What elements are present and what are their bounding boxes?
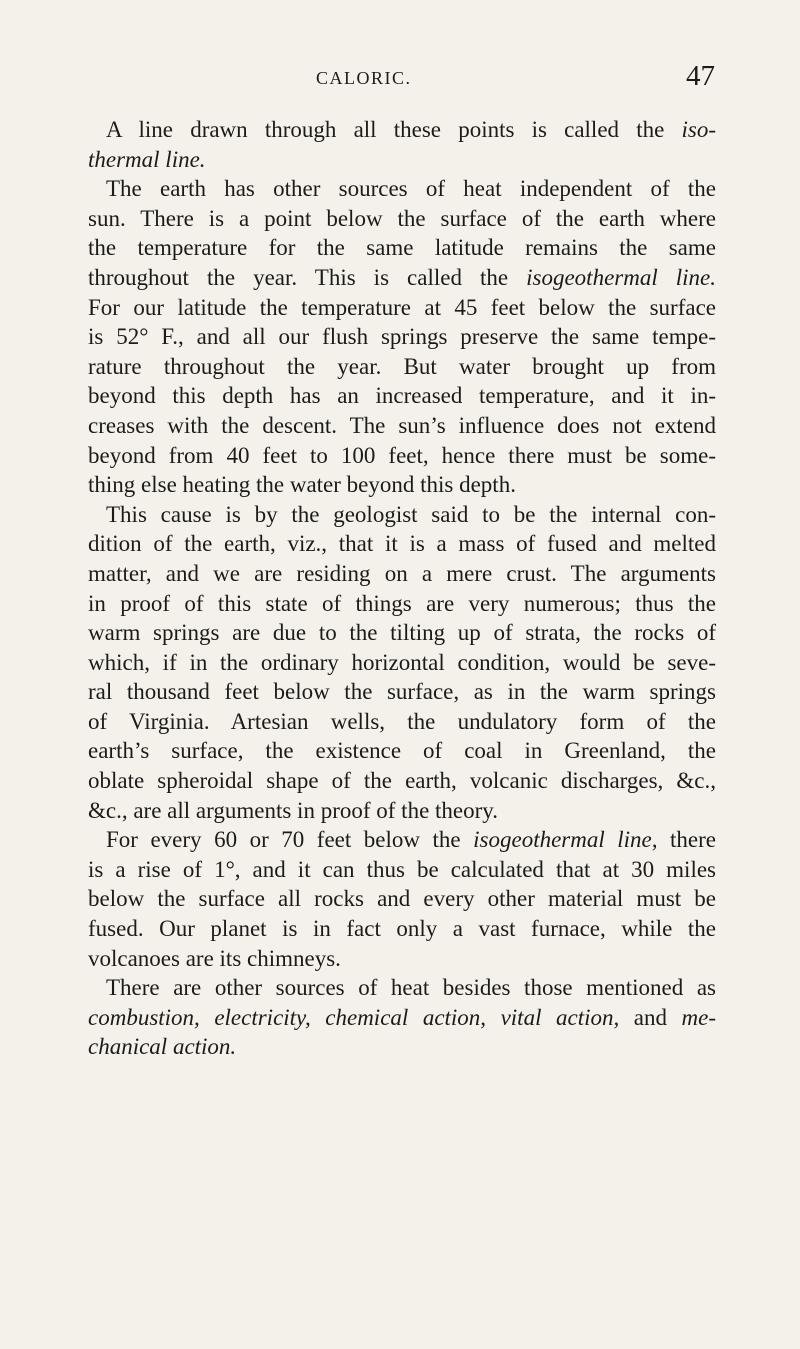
text-line — [88, 648, 716, 678]
italic-term: isogeothermal line. — [526, 264, 716, 290]
text-line — [88, 766, 716, 796]
text-run: creases with the descent. The sun’s influence does not extend — [88, 412, 716, 438]
italic-term: iso- — [681, 117, 716, 142]
text-run: rature throughout the year. But water brought up from — [88, 353, 716, 379]
text-line — [88, 263, 716, 293]
text-run: which, if in the ordinary horizontal condition, would be seve- — [88, 649, 716, 675]
text-line — [88, 293, 716, 323]
italic-term: thermal line. — [88, 146, 206, 172]
page-number: 47 — [686, 60, 715, 92]
text-run: fused. Our planet is in fact only a vast furnace, while the — [88, 916, 716, 942]
text-line — [88, 796, 716, 826]
running-head: CALORIC. — [316, 68, 412, 88]
text-run: volcanoes are its chimneys. — [88, 945, 341, 971]
text-run: and — [619, 1004, 682, 1030]
text-run: A line drawn through all these points is called the — [106, 117, 682, 142]
text-run: is 52° F., and all our flush springs preserve the same tempe- — [88, 324, 716, 350]
italic-term: chanical action. — [88, 1034, 237, 1060]
text-line — [88, 411, 716, 441]
text-run: ral thousand feet below the surface, as in the warm springs — [88, 679, 716, 705]
text-line — [88, 529, 716, 559]
text-run: beyond this depth has an increased temperature, and it in- — [88, 383, 716, 409]
text-run: warm springs are due to the tilting up of strata, the rocks of — [88, 620, 716, 646]
text-run: is a rise of 1°, and it can thus be calculated that at 30 miles — [88, 856, 716, 882]
page-header — [0, 62, 800, 102]
text-line — [88, 441, 716, 471]
body-text — [88, 115, 716, 1062]
text-line — [88, 115, 716, 145]
text-line — [88, 1003, 716, 1033]
text-line — [88, 825, 716, 855]
text-line — [88, 618, 716, 648]
text-line — [88, 914, 716, 944]
text-run: of Virginia. Artesian wells, the undulatory form of the — [88, 708, 716, 734]
text-run: thing else heating the water beyond this depth. — [88, 472, 516, 498]
text-line — [88, 233, 716, 263]
text-line — [88, 174, 716, 204]
text-line — [88, 855, 716, 885]
italic-term: combustion, electricity, chemical action, vital action, — [88, 1004, 620, 1030]
text-run: dition of the earth, viz., that it is a mass of fused and melted — [88, 531, 716, 557]
text-run: below the surface all rocks and every other material must be — [88, 886, 716, 912]
text-line — [88, 322, 716, 352]
text-run: matter, and we are residing on a mere crust. The arguments — [88, 560, 716, 586]
text-line — [88, 707, 716, 737]
text-line — [88, 500, 716, 530]
text-line — [88, 559, 716, 589]
text-run: sun. There is a point below the surface of the earth where — [88, 205, 716, 231]
text-line — [88, 944, 716, 974]
text-run: &c., are all arguments in proof of the theory. — [88, 797, 499, 823]
text-run: oblate spheroidal shape of the earth, volcanic discharges, &c., — [88, 768, 716, 794]
text-run: The earth has other sources of heat independent of the — [106, 176, 716, 202]
italic-term: me- — [681, 1004, 716, 1030]
text-run: beyond from 40 feet to 100 feet, hence there must be some- — [88, 442, 716, 468]
text-run: There are other sources of heat besides those mentioned as — [106, 975, 716, 1001]
text-run: For every 60 or 70 feet below the — [106, 827, 474, 853]
text-line — [88, 470, 716, 500]
text-run: in proof of this state of things are very numerous; thus the — [88, 590, 716, 616]
text-line — [88, 352, 716, 382]
text-line — [88, 145, 716, 175]
text-run: earth’s surface, the existence of coal in Greenland, the — [88, 738, 716, 764]
text-run: there — [657, 827, 716, 853]
text-run: the temperature for the same latitude remains the same — [88, 235, 716, 261]
text-run: This cause is by the geologist said to be the internal con- — [106, 501, 716, 527]
text-line — [88, 1032, 716, 1062]
italic-term: isogeothermal line, — [473, 827, 658, 853]
text-line — [88, 204, 716, 234]
text-run: throughout the year. This is called the — [88, 264, 527, 290]
text-line — [88, 381, 716, 411]
text-line — [88, 973, 716, 1003]
text-line — [88, 736, 716, 766]
text-line — [88, 677, 716, 707]
text-line — [88, 884, 716, 914]
text-line — [88, 589, 716, 619]
text-run: For our latitude the temperature at 45 feet below the surface — [88, 294, 716, 320]
